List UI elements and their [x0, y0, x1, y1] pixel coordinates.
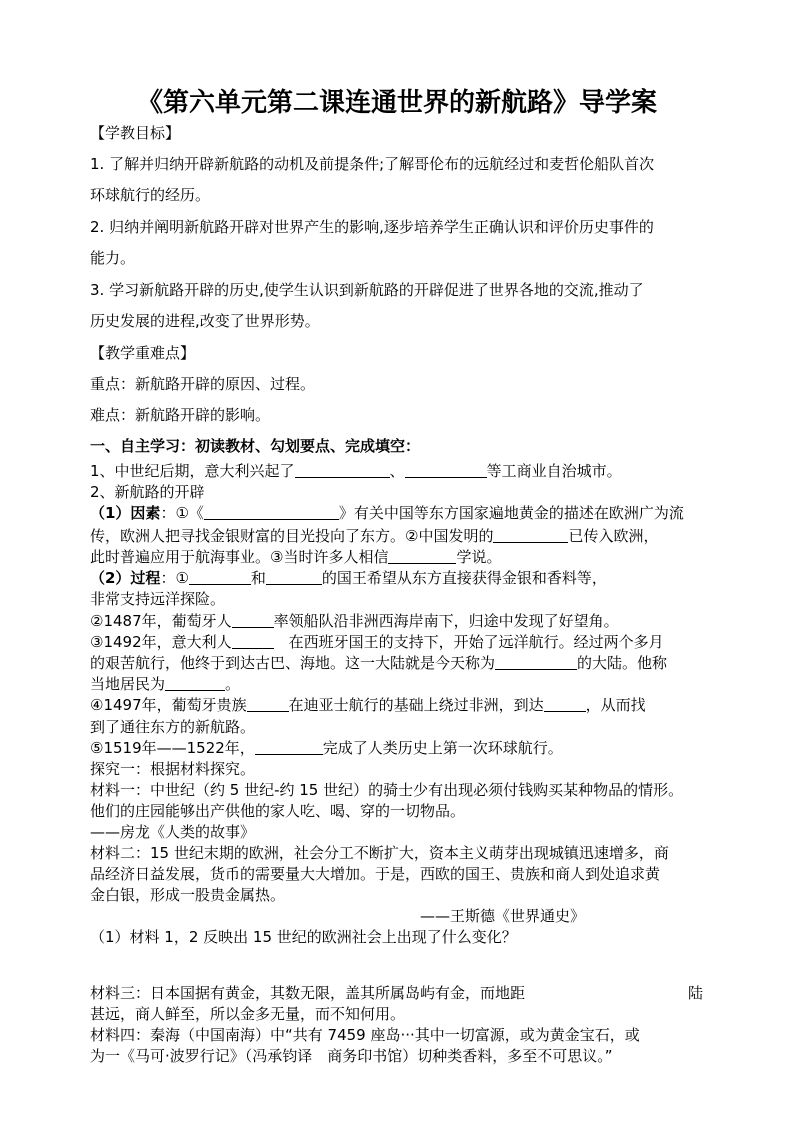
fill-blank[interactable]	[232, 633, 274, 649]
fill-blank[interactable]	[189, 569, 251, 585]
fill-blank[interactable]	[255, 739, 323, 755]
material-2-line-3: 金白银，形成一股贵金属热。	[90, 886, 286, 904]
material-1-line-1: 材料一：中世纪（约 5 世纪-约 15 世纪）的骑士少有出现必须付钱购买某种物品的情形。	[90, 781, 684, 799]
process-line-7: ④1497年，葡萄牙贵族 在迪亚士航行的基础上绕过非洲，到达 ，从而找	[90, 696, 646, 714]
process-line-3: ②1487年，葡萄牙人 率领船队沿非洲西海岸南下，归途中发现了好望角。	[90, 612, 619, 630]
process-line-5: 的艰苦航行，他终于到达古巴、海地。这一大陆就是今天称为 的大陆。他称	[90, 654, 668, 672]
material-2-line-1: 材料二：15 世纪末期的欧洲，社会分工不断扩大，资本主义萌芽出现城镇迅速增多，商	[90, 844, 669, 862]
hard-point: 难点：新航路开辟的影响。	[90, 406, 271, 424]
goal-2-line-1: 2. 归纳并阐明新航路开辟对世界产生的影响,逐步培养学生正确认识和评价历史事件的	[90, 218, 654, 236]
fill-blank[interactable]	[388, 548, 456, 564]
material-3-line-1-end: 陆	[688, 984, 704, 1002]
goal-1-line-1: 1. 了解并归纳开辟新航路的动机及前提条件;了解哥伦布的远航经过和麦哲伦船队首次	[90, 155, 655, 173]
reason-line-2: 传，欧洲人把寻找金银财富的目光投向了东方。②中国发明的 已传入欧洲，	[90, 527, 659, 545]
reason-line-1: （1）因素：①《 》有关中国等东方国家遍地黄金的描述在欧洲广为流	[90, 504, 684, 522]
reason-line-3: 此时普遍应用于航海事业。③当时许多人相信 学说。	[90, 548, 502, 566]
material-1-line-2: 他们的庄园能够出产供他的家人吃、喝、穿的一切物品。	[90, 802, 466, 820]
question-2: 2、新航路的开辟	[90, 483, 205, 501]
fill-blank[interactable]	[295, 462, 390, 478]
process-line-2: 非常支持远洋探险。	[90, 590, 226, 608]
process-line-8: 到了通往东方的新航路。	[90, 718, 256, 736]
fill-blank[interactable]	[204, 504, 339, 520]
fill-blank[interactable]	[544, 696, 586, 712]
fill-blank[interactable]	[165, 675, 225, 691]
question-1: 1、中世纪后期，意大利兴起了 、 等工商业自治城市。	[90, 462, 622, 480]
material-2-source: ——王斯德《世界通史》	[420, 907, 586, 925]
fill-blank[interactable]	[495, 654, 577, 670]
material-3-line-2: 甚远，商人鲜至，所以金多无量，而不知何用。	[90, 1005, 406, 1023]
goal-1-line-2: 环球航行的经历。	[90, 186, 211, 204]
process-line-6: 当地居民为 。	[90, 675, 241, 693]
material-1-source: ——房龙《人类的故事》	[90, 823, 256, 841]
explore-heading: 探究一：根据材料探究。	[90, 760, 256, 778]
process-line-1: （2）过程：① 和 的国王希望从东方直接获得金银和香料等，	[90, 569, 607, 587]
material-4-line-1: 材料四：秦海（中国南海）中“共有 7459 座岛···其中一切富源，或为黄金宝石，或	[90, 1026, 640, 1044]
goal-2-line-2: 能力。	[90, 249, 136, 267]
goal-3-line-1: 3. 学习新航路开辟的历史,使学生认识到新航路的开辟促进了世界各地的交流,推动了	[90, 281, 644, 299]
section-goals-heading: 【学教目标】	[90, 124, 181, 142]
question-material-1-2: （1）材料 1，2 反映出 15 世纪的欧洲社会上出现了什么变化？	[90, 928, 517, 946]
key-point: 重点：新航路开辟的原因、过程。	[90, 375, 316, 393]
material-4-line-2: 为一《马可·波罗行记》（冯承钧译 商务印书馆）切种类香料，多至不可思议。”	[90, 1047, 613, 1065]
goal-3-line-2: 历史发展的进程,改变了世界形势。	[90, 312, 320, 330]
material-3-line-1: 材料三：日本国据有黄金，其数无限，盖其所属岛屿有金，而地距	[90, 984, 526, 1002]
fill-blank[interactable]	[266, 569, 322, 585]
page-title: 《第六单元第二课连通世界的新航路》导学案	[136, 88, 657, 118]
fill-blank[interactable]	[493, 527, 568, 543]
fill-blank[interactable]	[247, 696, 289, 712]
fill-blank[interactable]	[232, 612, 274, 628]
process-line-4: ③1492年，意大利人 在西班牙国王的支持下，开始了远洋航行。经过两个多月	[90, 633, 664, 651]
process-line-9: ⑤1519年——1522年， 完成了人类历史上第一次环球航行。	[90, 739, 563, 757]
part-1-heading: 一、自主学习：初读教材、勾划要点、完成填空：	[90, 437, 421, 455]
material-2-line-2: 品经济日益发展，货币的需要量大大增加。于是，西欧的国王、贵族和商人到处追求黄	[90, 865, 661, 883]
section-key-heading: 【教学重难点】	[90, 344, 196, 362]
fill-blank[interactable]	[405, 462, 487, 478]
